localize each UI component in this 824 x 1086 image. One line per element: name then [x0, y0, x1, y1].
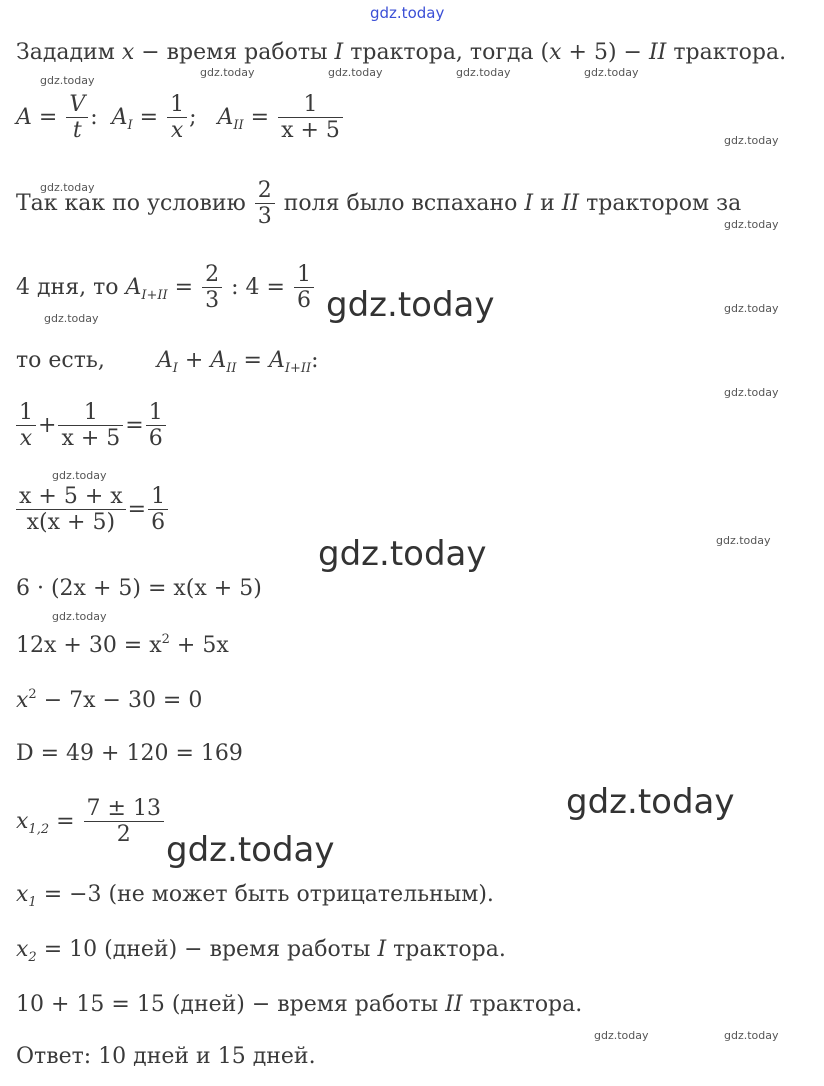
roots-formula	[16, 796, 166, 848]
root-1-line	[16, 884, 494, 909]
equals: =	[31, 104, 65, 130]
fraction-1-x	[167, 92, 187, 144]
plus: +	[177, 348, 211, 373]
watermark: gdz.today	[40, 74, 95, 87]
equals: =	[49, 808, 82, 834]
numerator: 1	[148, 484, 168, 510]
watermark: gdz.today	[724, 302, 779, 315]
watermark: gdz.today	[326, 285, 495, 325]
subscript: 1	[28, 895, 37, 910]
denominator: 3	[257, 204, 272, 230]
var-v: V	[69, 92, 86, 117]
equals: =	[243, 104, 277, 130]
colon: :	[311, 348, 319, 373]
var-x: x	[16, 688, 29, 713]
watermark: gdz.today	[724, 1029, 779, 1042]
fraction-1-6	[148, 484, 168, 536]
text: трактора.	[462, 992, 583, 1017]
var-x: x	[549, 40, 562, 65]
fraction-1-6	[294, 262, 314, 314]
subscript: I+II	[284, 361, 312, 376]
text: трактора.	[386, 937, 506, 962]
watermark: gdz.today	[318, 534, 487, 574]
text: + 5) −	[561, 40, 649, 65]
denominator: 2	[116, 822, 131, 848]
text: трактора.	[666, 40, 787, 65]
var-x: x	[121, 40, 135, 65]
text: − 7x − 30 = 0	[36, 688, 203, 713]
equals: =	[127, 496, 147, 522]
fraction-1-6	[146, 400, 166, 452]
fraction-2-3	[255, 178, 275, 230]
numerator: 1	[294, 262, 314, 288]
subscript: II	[226, 361, 237, 376]
text: трактором за	[579, 190, 742, 216]
numerator: 2	[202, 262, 222, 288]
var-a: A	[111, 104, 128, 130]
roman-two: II	[561, 190, 580, 216]
fraction-combined	[16, 484, 126, 536]
var-a: A	[217, 104, 234, 130]
var-x: x	[19, 426, 33, 452]
joint-productivity	[16, 262, 316, 314]
equals: =	[132, 104, 166, 130]
exponent: 2	[28, 687, 37, 702]
var-x: x	[16, 937, 29, 962]
numerator: 1	[58, 400, 123, 426]
discriminant-line: D = 49 + 120 = 169	[16, 741, 243, 766]
text: + 5x	[169, 633, 229, 658]
text: − время работы	[134, 40, 335, 65]
fraction-v-t	[66, 92, 88, 144]
colon: :	[90, 104, 98, 130]
text: и	[533, 190, 562, 216]
fraction-1-x5	[278, 92, 343, 144]
watermark: gdz.today	[44, 312, 99, 325]
equals: =	[236, 348, 269, 373]
numerator: x + 5 + x	[16, 484, 126, 510]
equation-line	[16, 633, 229, 657]
watermark: gdz.today	[370, 4, 445, 22]
equals: =	[167, 274, 201, 300]
equation-fractions	[16, 400, 168, 452]
var-a: A	[268, 348, 285, 373]
denominator: 3	[205, 288, 220, 314]
watermark: gdz.today	[52, 469, 107, 482]
roman-two: II	[445, 992, 463, 1017]
denominator: 6	[296, 288, 311, 314]
subscript: 1,2	[28, 821, 50, 837]
text: = 10 (дней) − время работы	[36, 937, 378, 962]
watermark: gdz.today	[566, 782, 735, 822]
subscript: I+II	[141, 287, 168, 303]
numerator: 1	[167, 92, 187, 118]
productivity-formula	[16, 92, 345, 144]
var-t: t	[72, 118, 82, 144]
second-tractor-line	[16, 994, 582, 1016]
numerator: 1	[16, 400, 36, 426]
var-x: x	[16, 882, 29, 907]
denominator: x(x + 5)	[26, 510, 116, 536]
numerator: 1	[278, 92, 343, 118]
var-a: A	[156, 348, 173, 373]
roman-two: II	[648, 40, 667, 65]
watermark: gdz.today	[716, 534, 771, 547]
text: 4 дня, то	[16, 274, 126, 300]
watermark: gdz.today	[52, 610, 107, 623]
numerator: 7 ± 13	[84, 796, 164, 822]
denominator: x + 5	[61, 426, 121, 452]
fraction-1-x5	[58, 400, 123, 452]
watermark: gdz.today	[166, 830, 335, 870]
watermark: gdz.today	[584, 66, 639, 79]
fraction-1-x	[16, 400, 36, 452]
numerator: 2	[255, 178, 275, 204]
var-a: A	[210, 348, 227, 373]
subscript: I	[172, 361, 178, 376]
var-x: x	[16, 808, 29, 834]
subscript: II	[233, 117, 244, 133]
var-a: A	[16, 104, 32, 130]
combined-fraction	[16, 484, 170, 536]
roman-one: I	[334, 40, 344, 65]
equals: =	[125, 412, 144, 438]
answer-line: Ответ: 10 дней и 15 дней.	[16, 1044, 316, 1069]
equation-line: 6 · (2x + 5) = x(x + 5)	[16, 576, 262, 601]
plus: +	[38, 412, 57, 438]
condition-line	[16, 178, 741, 230]
watermark: gdz.today	[724, 134, 779, 147]
watermark: gdz.today	[40, 181, 95, 194]
text: трактора, тогда (	[343, 40, 550, 65]
sum-line	[16, 350, 319, 375]
text: 10 + 15 = 15 (дней) − время работы	[16, 992, 446, 1017]
denominator: 6	[151, 510, 166, 536]
var-a: A	[125, 274, 142, 300]
text: то есть,	[16, 348, 105, 373]
root-2-line	[16, 939, 506, 964]
watermark: gdz.today	[594, 1029, 649, 1042]
exponent: 2	[161, 632, 170, 647]
denominator: 6	[148, 426, 163, 452]
text: поля было вспахано	[276, 190, 525, 216]
text: 12x + 30 = x	[16, 633, 162, 658]
semicolon: ;	[189, 104, 197, 130]
roman-one: I	[524, 190, 534, 216]
roman-one: I	[377, 937, 387, 962]
fraction-2-3	[202, 262, 222, 314]
quadratic-line	[16, 688, 202, 712]
text: : 4 =	[224, 274, 292, 300]
text: Так как по условию	[16, 190, 253, 216]
numerator: 1	[146, 400, 166, 426]
intro-line	[16, 42, 786, 64]
fraction-roots	[84, 796, 164, 848]
denominator: x + 5	[281, 118, 340, 144]
watermark: gdz.today	[724, 386, 779, 399]
subscript: I	[127, 117, 133, 133]
text: Зададим	[16, 40, 122, 65]
watermark: gdz.today	[456, 66, 511, 79]
subscript: 2	[28, 950, 37, 965]
var-x: x	[170, 118, 184, 144]
watermark: gdz.today	[724, 218, 779, 231]
text: = −3 (не может быть отрицательным).	[36, 882, 494, 907]
watermark: gdz.today	[200, 66, 255, 79]
watermark: gdz.today	[328, 66, 383, 79]
